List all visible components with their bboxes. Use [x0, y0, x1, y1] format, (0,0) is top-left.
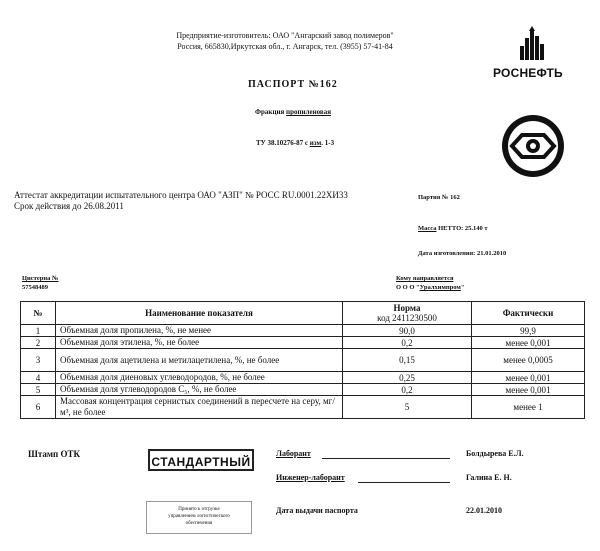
validity-line: Срок действия до 26.08.2011 [14, 201, 124, 211]
col-norm-header [343, 302, 472, 325]
tu-link: изм [309, 139, 322, 147]
tu-suffix: . 1-3 [321, 139, 335, 147]
col-actual-header: Фактически [472, 302, 585, 325]
norm-header-code: код 2411230500 [377, 313, 437, 323]
row-num: 5 [21, 384, 56, 396]
row-norm: 0,15 [343, 349, 472, 372]
attestation [14, 190, 348, 212]
row-norm: 5 [343, 396, 472, 419]
lab-signature-line [322, 458, 450, 459]
address-line: Россия, 665830,Иркутская обл., г. Ангарск, тел. (3955) 57-41-84 [177, 42, 393, 51]
shipment-acceptance-stamp [146, 501, 252, 534]
row-actual: 99,9 [472, 325, 585, 337]
table-row [21, 325, 585, 337]
lab-label [276, 449, 311, 458]
table-row [21, 349, 585, 372]
tank-number: 57548489 [22, 284, 48, 291]
accept-line-3: обеспечения [185, 521, 213, 526]
row-name: Объемная доля диеновых углеводородов, %, не более [56, 372, 343, 384]
row-num: 6 [21, 396, 56, 419]
manufacture-date: Дата изготовления: 21.01.2010 [418, 250, 507, 257]
tu-line [256, 139, 334, 147]
brand-name: РОСНЕФТЬ [493, 66, 563, 80]
row-norm: 0,2 [343, 384, 472, 396]
row-actual: менее 0,0005 [472, 349, 585, 372]
tank-label: Цистерна № [22, 275, 59, 282]
fraction-value: пропиленовая [286, 108, 331, 116]
issue-date-value: 22.01.2010 [466, 506, 502, 515]
engineer-label [276, 473, 345, 482]
row-num: 3 [21, 349, 56, 372]
issue-date-label: Дата выдачи паспорта [276, 506, 358, 515]
table-header-row [21, 302, 585, 325]
destination-name: Уралхимпром [419, 284, 461, 291]
col-name-header: Наименование показателя [56, 302, 343, 325]
table-row [21, 384, 585, 396]
row-name: Объемная доля углеводородов С₅, %, не более [56, 384, 343, 396]
mass-label: Масса [418, 225, 437, 232]
specification-table [20, 301, 585, 419]
row-num: 2 [21, 337, 56, 349]
mass-line [418, 225, 488, 232]
norm-header-label: Норма [393, 303, 421, 313]
attestation-line: Аттестат аккредитации испытательного центра ОАО "АЗП" № РОСС RU.0001.22ХИ33 [14, 190, 348, 200]
row-norm: 0,25 [343, 372, 472, 384]
manufacturer-info [120, 30, 450, 52]
table-row [21, 372, 585, 384]
accept-line-1: Принято к отгрузке [178, 507, 220, 512]
row-actual: менее 1 [472, 396, 585, 419]
row-num: 4 [21, 372, 56, 384]
rosneft-logo-icon [518, 26, 546, 60]
engineer-label-text: Инженер-лаборант [276, 473, 345, 482]
table-row [21, 396, 585, 419]
row-num: 1 [21, 325, 56, 337]
accept-line-2: управлением логистического [168, 514, 230, 519]
lab-label-text: Лаборант [276, 449, 311, 458]
row-name: Массовая концентрация сернистых соединений в пересчете на серу, мг/м³, не более [56, 396, 343, 419]
fraction-line [255, 108, 331, 116]
destination-label: Кому направляется [396, 275, 454, 282]
table-row [21, 337, 585, 349]
mass-value: НЕТТО: 25.140 т [438, 225, 488, 232]
destination-suffix: " [460, 284, 465, 291]
manufacturer-line: Предприятие-изготовитель: ОАО "Ангарский завод полимеров" [176, 31, 394, 40]
tu-prefix: ТУ 38.10276-87 с [256, 139, 308, 147]
engineer-name: Галина Е. Н. [466, 473, 512, 482]
destination-value [396, 284, 464, 291]
row-norm: 90,0 [343, 325, 472, 337]
row-actual: менее 0,001 [472, 337, 585, 349]
passport-title: ПАСПОРТ №162 [248, 79, 338, 90]
row-name: Объемная доля ацетилена и метилацетилена, %, не более [56, 349, 343, 372]
row-actual: менее 0,001 [472, 384, 585, 396]
row-name: Объемная доля этилена, %, не более [56, 337, 343, 349]
row-name: Объемная доля пропилена, %, не менее [56, 325, 343, 337]
col-num-header: № [21, 302, 56, 325]
standard-stamp: СТАНДАРТНЫЙ [148, 449, 254, 471]
lot-number: Партия № 162 [418, 194, 460, 201]
row-norm: 0,2 [343, 337, 472, 349]
plant-emblem-icon [500, 113, 566, 179]
otk-stamp-label: Штамп ОТК [28, 449, 81, 459]
row-actual: менее 0,001 [472, 372, 585, 384]
destination-prefix: О О О " [396, 284, 420, 291]
lab-name: Болдырева Е.Л. [466, 449, 524, 458]
fraction-label: Фракция [255, 108, 285, 116]
engineer-signature-line [358, 482, 450, 483]
